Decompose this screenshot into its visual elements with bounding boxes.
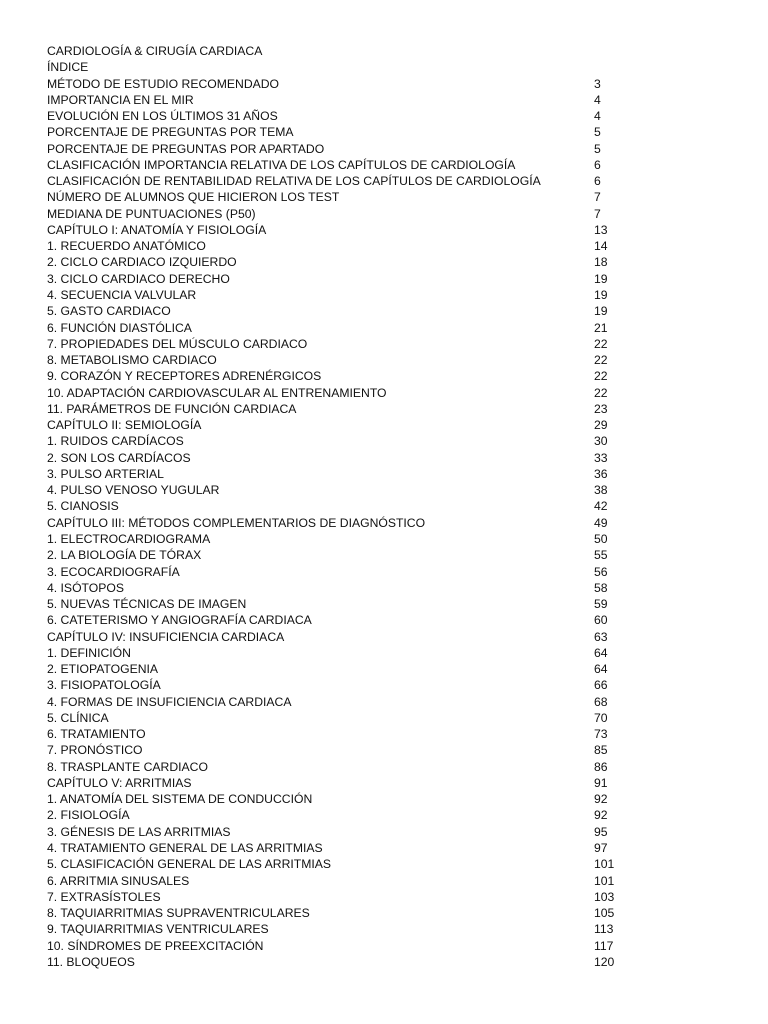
toc-entry-title: 7. PROPIEDADES DEL MÚSCULO CARDIACO bbox=[47, 336, 308, 351]
toc-entry bbox=[47, 352, 627, 368]
toc-entry-title: CAPÍTULO I: ANATOMÍA Y FISIOLOGÍA bbox=[47, 222, 267, 237]
toc-entry bbox=[47, 775, 627, 791]
toc-entry bbox=[47, 564, 627, 580]
index-heading: ÍNDICE bbox=[47, 60, 89, 75]
toc-entry-title: 3. CICLO CARDIACO DERECHO bbox=[47, 271, 230, 286]
toc-entry bbox=[47, 824, 627, 840]
table-of-contents bbox=[47, 76, 627, 971]
toc-entry-page-number: 50 bbox=[594, 531, 608, 546]
toc-entry-page-number: 101 bbox=[594, 873, 615, 888]
index-heading-line bbox=[47, 59, 627, 75]
toc-entry-page-number: 117 bbox=[594, 938, 614, 953]
toc-entry-title: 8. TAQUIARRITMIAS SUPRAVENTRICULARES bbox=[47, 906, 310, 921]
toc-entry bbox=[47, 254, 627, 270]
toc-entry-title: NÚMERO DE ALUMNOS QUE HICIERON LOS TEST bbox=[47, 190, 340, 205]
toc-entry bbox=[47, 807, 627, 823]
toc-entry-page-number: 105 bbox=[594, 906, 615, 921]
toc-entry bbox=[47, 417, 627, 433]
toc-entry-title: 11. BLOQUEOS bbox=[47, 954, 135, 969]
toc-entry-title: 6. TRATAMIENTO bbox=[47, 727, 146, 742]
toc-entry bbox=[47, 531, 627, 547]
toc-entry-page-number: 7 bbox=[594, 206, 601, 221]
toc-entry bbox=[47, 238, 627, 254]
toc-entry-title: 8. TRASPLANTE CARDIACO bbox=[47, 759, 208, 774]
toc-entry-page-number: 42 bbox=[594, 499, 608, 514]
toc-entry-title: 1. DEFINICIÓN bbox=[47, 645, 131, 660]
toc-entry bbox=[47, 173, 627, 189]
toc-entry bbox=[47, 580, 627, 596]
toc-entry-page-number: 33 bbox=[594, 450, 608, 465]
toc-entry bbox=[47, 482, 627, 498]
toc-entry-page-number: 120 bbox=[594, 954, 615, 969]
toc-entry-title: 3. PULSO ARTERIAL bbox=[47, 466, 164, 481]
document-heading: CARDIOLOGÍA & CIRUGÍA CARDIACA bbox=[47, 44, 263, 58]
toc-entry-title: 1. RUIDOS CARDÍACOS bbox=[47, 434, 184, 449]
toc-entry-page-number: 30 bbox=[594, 434, 608, 449]
toc-entry-title: MEDIANA DE PUNTUACIONES (P50) bbox=[47, 206, 256, 221]
toc-entry bbox=[47, 856, 627, 872]
toc-entry-page-number: 5 bbox=[594, 125, 601, 140]
toc-entry-page-number: 55 bbox=[594, 548, 608, 563]
toc-entry-title: CAPÍTULO II: SEMIOLOGÍA bbox=[47, 418, 202, 433]
toc-entry-page-number: 92 bbox=[594, 792, 608, 807]
toc-entry bbox=[47, 385, 627, 401]
toc-entry bbox=[47, 206, 627, 222]
toc-entry-page-number: 4 bbox=[594, 109, 601, 124]
document-heading-line bbox=[47, 43, 627, 59]
toc-entry-title: 2. FISIOLOGÍA bbox=[47, 808, 130, 823]
toc-entry bbox=[47, 873, 627, 889]
toc-entry-page-number: 73 bbox=[594, 727, 608, 742]
toc-entry-title: 2. ETIOPATOGENIA bbox=[47, 662, 159, 677]
toc-entry bbox=[47, 498, 627, 514]
toc-entry bbox=[47, 450, 627, 466]
toc-entry-page-number: 58 bbox=[594, 580, 608, 595]
toc-entry-title: 6. FUNCIÓN DIASTÓLICA bbox=[47, 320, 192, 335]
toc-entry bbox=[47, 742, 627, 758]
toc-entry bbox=[47, 710, 627, 726]
toc-entry bbox=[47, 840, 627, 856]
toc-entry-page-number: 19 bbox=[594, 287, 608, 302]
toc-entry bbox=[47, 287, 627, 303]
toc-entry-page-number: 113 bbox=[594, 922, 614, 937]
toc-entry-title: 2. LA BIOLOGÍA DE TÓRAX bbox=[47, 548, 202, 563]
toc-entry bbox=[47, 661, 627, 677]
toc-entry bbox=[47, 726, 627, 742]
toc-entry-title: 4. ISÓTOPOS bbox=[47, 580, 124, 595]
toc-entry bbox=[47, 466, 627, 482]
toc-entry-page-number: 92 bbox=[594, 808, 608, 823]
toc-entry-page-number: 7 bbox=[594, 190, 601, 205]
toc-entry-page-number: 63 bbox=[594, 629, 608, 644]
toc-entry-title: 10. ADAPTACIÓN CARDIOVASCULAR AL ENTRENAMIENTO bbox=[47, 385, 387, 400]
toc-entry bbox=[47, 368, 627, 384]
toc-entry-page-number: 38 bbox=[594, 483, 608, 498]
toc-entry-title: 11. PARÁMETROS DE FUNCIÓN CARDIACA bbox=[47, 401, 297, 416]
toc-entry-page-number: 64 bbox=[594, 662, 608, 677]
toc-entry-page-number: 6 bbox=[594, 174, 601, 189]
toc-entry bbox=[47, 954, 627, 970]
toc-entry-title: 6. ARRITMIA SINUSALES bbox=[47, 873, 190, 888]
toc-entry-title: 6. CATETERISMO Y ANGIOGRAFÍA CARDIACA bbox=[47, 613, 312, 628]
toc-entry bbox=[47, 938, 627, 954]
toc-entry-page-number: 59 bbox=[594, 597, 608, 612]
toc-entry-page-number: 85 bbox=[594, 743, 608, 758]
toc-entry bbox=[47, 547, 627, 563]
toc-entry-page-number: 19 bbox=[594, 304, 608, 319]
toc-entry-page-number: 91 bbox=[594, 775, 608, 790]
toc-entry-title: CAPÍTULO IV: INSUFICIENCIA CARDIACA bbox=[47, 629, 285, 644]
toc-entry bbox=[47, 433, 627, 449]
toc-entry-page-number: 101 bbox=[594, 857, 615, 872]
toc-entry-page-number: 103 bbox=[594, 889, 615, 904]
toc-entry-page-number: 13 bbox=[594, 222, 608, 237]
toc-entry-title: CAPÍTULO V: ARRITMIAS bbox=[47, 775, 192, 790]
toc-entry-page-number: 22 bbox=[594, 369, 608, 384]
toc-entry-title: 7. PRONÓSTICO bbox=[47, 743, 143, 758]
toc-entry-page-number: 95 bbox=[594, 824, 608, 839]
toc-entry bbox=[47, 320, 627, 336]
toc-entry bbox=[47, 124, 627, 140]
toc-entry-title: 4. TRATAMIENTO GENERAL DE LAS ARRITMIAS bbox=[47, 841, 323, 856]
toc-entry bbox=[47, 905, 627, 921]
toc-entry-title: 7. EXTRASÍSTOLES bbox=[47, 889, 161, 904]
toc-entry bbox=[47, 108, 627, 124]
toc-entry-title: 3. GÉNESIS DE LAS ARRITMIAS bbox=[47, 824, 231, 839]
toc-entry-title: 9. CORAZÓN Y RECEPTORES ADRENÉRGICOS bbox=[47, 369, 322, 384]
toc-entry-title: CLASIFICACIÓN IMPORTANCIA RELATIVA DE LOS CAPÍTULOS DE CARDIOLOGÍA bbox=[47, 157, 516, 172]
toc-entry-page-number: 86 bbox=[594, 759, 608, 774]
toc-entry bbox=[47, 141, 627, 157]
toc-entry-page-number: 68 bbox=[594, 694, 608, 709]
toc-entry-title: 5. NUEVAS TÉCNICAS DE IMAGEN bbox=[47, 597, 247, 612]
toc-entry-page-number: 64 bbox=[594, 645, 608, 660]
toc-entry-page-number: 5 bbox=[594, 141, 601, 156]
toc-entry-title: CLASIFICACIÓN DE RENTABILIDAD RELATIVA DE LOS CAPÍTULOS DE CARDIOLOGÍA bbox=[47, 174, 541, 189]
toc-entry bbox=[47, 303, 627, 319]
toc-entry-page-number: 21 bbox=[594, 320, 608, 335]
toc-entry-title: 2. SON LOS CARDÍACOS bbox=[47, 450, 191, 465]
toc-entry-page-number: 6 bbox=[594, 157, 601, 172]
toc-entry bbox=[47, 645, 627, 661]
toc-entry-title: 3. FISIOPATOLOGÍA bbox=[47, 678, 161, 693]
toc-entry bbox=[47, 629, 627, 645]
toc-entry-title: 4. FORMAS DE INSUFICIENCIA CARDIACA bbox=[47, 694, 292, 709]
toc-entry bbox=[47, 677, 627, 693]
toc-entry bbox=[47, 157, 627, 173]
toc-entry-page-number: 18 bbox=[594, 255, 608, 270]
toc-entry-title: 5. CLASIFICACIÓN GENERAL DE LAS ARRITMIAS bbox=[47, 857, 331, 872]
toc-entry-title: 1. ELECTROCARDIOGRAMA bbox=[47, 531, 211, 546]
toc-entry bbox=[47, 612, 627, 628]
toc-entry bbox=[47, 189, 627, 205]
toc-entry-page-number: 19 bbox=[594, 271, 608, 286]
toc-entry bbox=[47, 694, 627, 710]
toc-entry-page-number: 3 bbox=[594, 76, 601, 91]
toc-entry-title: CAPÍTULO III: MÉTODOS COMPLEMENTARIOS DE DIAGNÓSTICO bbox=[47, 515, 426, 530]
toc-entry-page-number: 22 bbox=[594, 353, 608, 368]
toc-entry bbox=[47, 271, 627, 287]
toc-entry bbox=[47, 759, 627, 775]
toc-entry-title: 8. METABOLISMO CARDIACO bbox=[47, 353, 217, 368]
toc-entry-title: EVOLUCIÓN EN LOS ÚLTIMOS 31 AÑOS bbox=[47, 109, 278, 124]
toc-entry-title: 5. CIANOSIS bbox=[47, 499, 119, 514]
toc-entry bbox=[47, 336, 627, 352]
toc-entry bbox=[47, 401, 627, 417]
toc-entry-title: 5. GASTO CARDIACO bbox=[47, 304, 171, 319]
toc-entry-title: 9. TAQUIARRITMIAS VENTRICULARES bbox=[47, 922, 269, 937]
toc-entry bbox=[47, 76, 627, 92]
toc-entry bbox=[47, 921, 627, 937]
toc-entry-title: 3. ECOCARDIOGRAFÍA bbox=[47, 564, 180, 579]
toc-entry-title: 4. PULSO VENOSO YUGULAR bbox=[47, 483, 220, 498]
toc-entry-page-number: 22 bbox=[594, 336, 608, 351]
toc-entry-page-number: 22 bbox=[594, 385, 608, 400]
toc-entry-page-number: 4 bbox=[594, 92, 601, 107]
toc-entry-page-number: 70 bbox=[594, 710, 608, 725]
toc-entry-title: IMPORTANCIA EN EL MIR bbox=[47, 92, 194, 107]
toc-entry-title: PORCENTAJE DE PREGUNTAS POR TEMA bbox=[47, 125, 294, 140]
toc-entry-title: PORCENTAJE DE PREGUNTAS POR APARTADO bbox=[47, 141, 325, 156]
toc-entry-page-number: 23 bbox=[594, 401, 608, 416]
toc-entry-page-number: 36 bbox=[594, 466, 608, 481]
toc-entry-page-number: 29 bbox=[594, 418, 608, 433]
toc-entry-title: 4. SECUENCIA VALVULAR bbox=[47, 287, 197, 302]
toc-entry-title: MÉTODO DE ESTUDIO RECOMENDADO bbox=[47, 76, 280, 91]
toc-entry-page-number: 66 bbox=[594, 678, 608, 693]
toc-entry bbox=[47, 92, 627, 108]
toc-entry-page-number: 97 bbox=[594, 841, 608, 856]
toc-entry-title: 1. RECUERDO ANATÓMICO bbox=[47, 239, 206, 254]
toc-entry-page-number: 56 bbox=[594, 564, 608, 579]
toc-entry-page-number: 49 bbox=[594, 515, 608, 530]
toc-entry-title: 5. CLÍNICA bbox=[47, 710, 109, 725]
toc-entry-title: 2. CICLO CARDIACO IZQUIERDO bbox=[47, 255, 237, 270]
toc-entry-page-number: 14 bbox=[594, 239, 608, 254]
toc-entry bbox=[47, 222, 627, 238]
toc-entry bbox=[47, 596, 627, 612]
toc-entry bbox=[47, 515, 627, 531]
document-page bbox=[47, 43, 627, 970]
toc-entry-title: 1. ANATOMÍA DEL SISTEMA DE CONDUCCIÓN bbox=[47, 792, 313, 807]
toc-entry bbox=[47, 791, 627, 807]
toc-entry-title: 10. SÍNDROMES DE PREEXCITACIÓN bbox=[47, 938, 264, 953]
toc-entry-page-number: 60 bbox=[594, 613, 608, 628]
toc-entry bbox=[47, 889, 627, 905]
